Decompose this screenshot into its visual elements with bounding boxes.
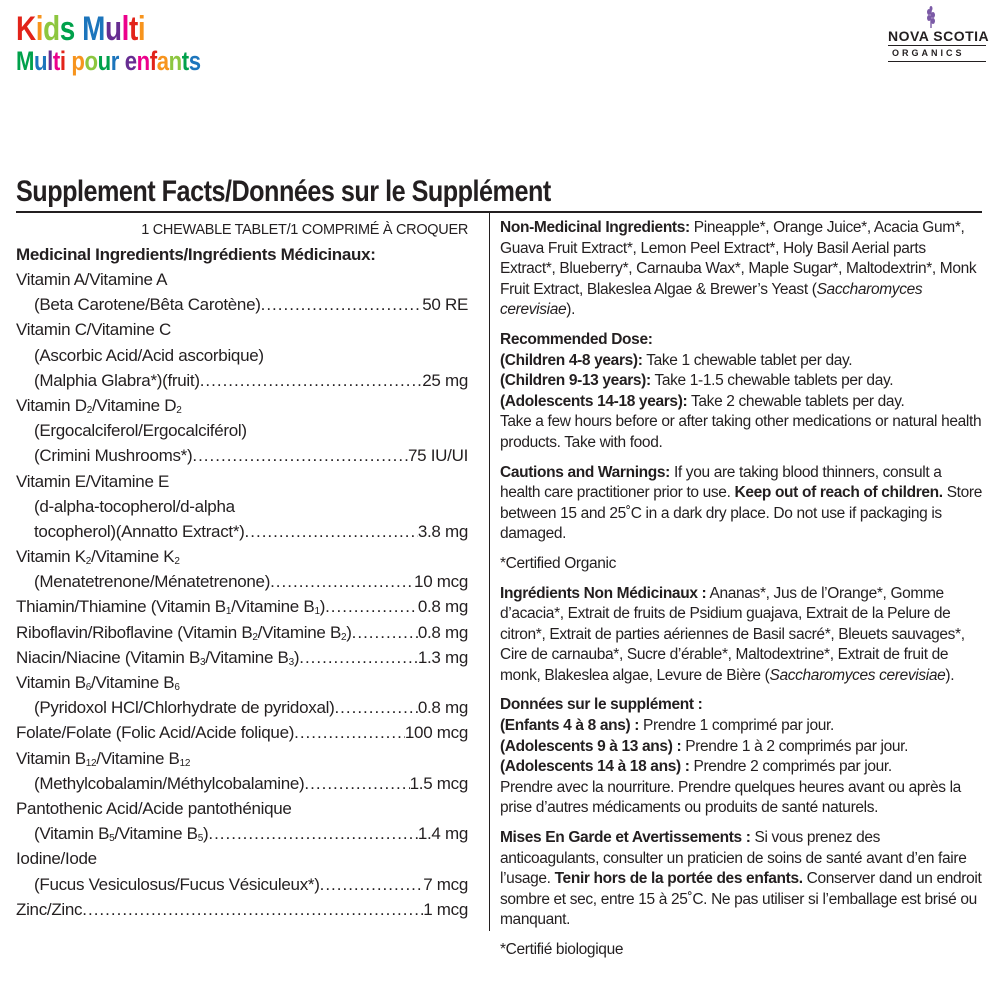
ingredient-label: (Beta Carotene/Bêta Carotène) [34,295,261,315]
lavender-icon [924,6,938,28]
ingredient-row [16,746,468,771]
title-letter: e [124,46,137,76]
leader-dots [334,695,417,720]
title-letter: n [168,46,182,76]
ingredient-label: Niacin/Niacine (Vitamin $B_3$/Vitamine $B_3$) [16,647,300,668]
medicinal-heading: Medicinal Ingredients/Ingrédients Médicinaux: [16,245,376,264]
title-letter: u [97,46,111,76]
ingredient-amount: 75 IU/UI [408,446,468,466]
leader-dots [208,821,417,846]
ingredient-row [16,695,468,720]
ingredient-label: Vitamin $B_{12}$/Vitamine $B_{12}$ [16,748,191,769]
title-letter: i [35,10,44,48]
ingredient-row [16,494,468,519]
ingredient-label: tocopherol)(Annatto Extract*) [34,521,245,541]
title-english [16,12,201,46]
ingredient-amount: 0.8 mg [417,622,468,642]
supplement-facts-heading: Supplement Facts/Données sur le Supplément [16,175,551,208]
leader-dots [245,519,418,544]
ingredients-non-medicinaux: Ingrédients Non Médicinaux : Ananas*, Jus de l’Orange*, Gomme d’acacia*, Extrait de fruits de Psidium guajava, Extrait de la Pelure de citron*, Extrait de parties aériennes de Basil sacré*, Bleuets sauvages*, Cire de carnauba*, Sucre d’érable*, Maltodextrine*, Extrait de fruit de monk, Blakeslea algae, Levure de Bière (Saccharomyces cerevisiae). [500,584,965,684]
ingredient-label: Vitamin E/Vitamine E [16,471,170,491]
ingredient-row [16,519,468,544]
logo-divider [888,45,986,46]
ingredient-row [16,796,468,821]
title-letter: u [104,10,122,48]
title-letter: f [149,46,157,76]
leader-dots [261,292,423,317]
ingredient-amount: 50 RE [422,295,468,315]
title-letter: s [59,10,75,48]
non-medicinal-ingredients: Non-Medicinal Ingredients: Pineapple*, Orange Juice*, Acacia Gum*, Guava Fruit Extract*, Lemon Peel Extract*, Holy Basil Aerial parts Extract*, Blueberry*, Carnauba Wax*, Maple Sugar*, Maltodextrin*, Monk Fruit Extract, Blakeslea Algae & Brewer’s Yeast (Saccharomyces cerevisiae). [500,219,977,319]
ingredient-label: Pantothenic Acid/Acide pantothénique [16,798,292,818]
leader-dots [325,594,418,619]
ingredient-row [16,872,468,897]
ingredient-label: (d-alpha-tocopherol/d-alpha [34,496,235,516]
ingredient-row [16,368,468,393]
ingredient-label: Vitamin $K_2$/Vitamine $K_2$ [16,547,180,568]
title-letter: t [181,46,189,76]
title-french [16,48,201,75]
title-letter: n [136,46,150,76]
ingredient-amount: 100 mcg [404,723,468,743]
ingredient-label: Vitamin C/Vitamine C [16,320,171,340]
title-letter: o [84,46,98,76]
leader-dots [192,443,408,468]
ingredient-label: Folate/Folate (Folic Acid/Acide folique) [16,723,295,743]
ingredient-label: Zinc/Zinc [16,899,83,919]
right-column [500,218,982,970]
ingredient-label: (Pyridoxol HCl/Chlorhydrate de pyridoxal) [34,698,335,718]
ingredient-row [16,897,468,922]
title-letter: a [156,46,169,76]
logo-sub: ORGANICS [892,48,965,58]
title-letter: K [16,10,36,48]
ingredient-row [16,569,468,594]
brand-logo [888,6,990,66]
ingredient-row [16,469,468,494]
serving-size: 1 CHEWABLE TABLET/1 COMPRIMÉ À CROQUER [141,222,468,238]
ingredient-amount: 3.8 mg [417,521,468,541]
ingredient-label: Thiamin/Thiamine (Vitamin $B_1$/Vitamine $B_1$) [16,597,326,618]
ingredient-row [16,317,468,342]
ingredient-label: (Methylcobalamin/Méthylcobalamine) [34,773,305,793]
ingredient-row [16,645,468,670]
facts-table [16,218,468,922]
leader-dots [270,569,414,594]
title-letter: r [110,46,119,76]
title-letter: l [121,10,129,48]
leader-dots [200,368,423,393]
title-letter: p [71,46,85,76]
cautions-warnings: Cautions and Warnings: If you are taking blood thinners, consult a health care practitioner prior to use. Keep out of reach of children. Store between 15 and 25˚C in a dark dry place. Do not use if packaging is damaged. [500,463,982,543]
ingredient-row [16,821,468,846]
ingredient-amount: 10 mcg [414,572,468,592]
title-letter: i [59,46,66,76]
ingredient-label: Iodine/Iode [16,849,97,869]
ingredient-amount: 0.8 mg [417,597,468,617]
product-title [16,12,241,75]
donnees-supplement: Données sur le supplément : (Enfants 4 à 8 ans) : Prendre 1 comprimé par jour. (Adolescents 9 à 13 ans) : Prendre 1 à 2 comprimés par jour. (Adolescents 14 à 18 ans) : Prendre 2 comprimés par jour. Prendre avec la nourriture. Prendre quelques heures avant ou après la prise d’autres médicaments ou produits de santé naturels. [500,696,961,817]
leader-dots [320,872,424,897]
ingredient-label: (Menatetrenone/Ménatetrenone) [34,572,271,592]
certified-organic-note: *Certified Organic [500,554,617,572]
title-letter: M [16,46,35,76]
ingredient-row [16,418,468,443]
title-letter: u [34,46,48,76]
ingredient-row [16,846,468,871]
ingredient-amount: 1.4 mg [417,824,468,844]
ingredient-row [16,720,468,745]
ingredient-row [16,594,468,619]
title-letter: l [47,46,53,76]
ingredient-row [16,544,468,569]
ingredient-label: (Ascorbic Acid/Acid ascorbique) [34,345,264,365]
ingredient-row [16,670,468,695]
ingredient-label: Vitamin A/Vitamine A [16,270,168,289]
leader-dots [352,620,418,645]
leader-dots [299,645,418,670]
ingredient-rows [16,267,468,922]
ingredient-amount: 1.3 mg [417,647,468,667]
ingredient-row [16,267,468,292]
ingredient-row [16,292,468,317]
leader-dots [294,720,405,745]
logo-name: NOVA SCOTIA [888,28,990,44]
title-letter: d [43,10,60,48]
leader-dots [82,897,423,922]
leader-dots [304,771,409,796]
ingredient-label: Riboflavin/Riboflavine (Vitamin $B_2$/Vitamine $B_2$) [16,622,352,643]
heading-rule [16,211,982,213]
logo-divider [888,61,986,62]
title-letter: t [52,46,60,76]
ingredient-row [16,343,468,368]
ingredient-amount: 1 mcg [423,899,468,919]
ingredient-amount: 1.5 mcg [409,773,468,793]
ingredient-label: (Vitamin $B_5$/Vitamine $B_5$) [34,824,209,845]
ingredient-amount: 0.8 mg [417,698,468,718]
ingredient-label: Vitamin $B_6$/Vitamine $B_6$ [16,673,180,693]
title-letter: t [128,10,138,48]
ingredient-label: (Crimini Mushrooms*) [34,446,193,466]
ingredient-amount: 7 mcg [423,874,468,894]
mises-en-garde: Mises En Garde et Avertissements : Si vous prenez des anticoagulants, consulter un praticien de soins de santé avant d’en faire l’usage. Tenir hors de la portée des enfants. Conserver dand un endroit sombre et sec, entre 15 à 25˚C. Ne pas utiliser si l’emballage est brisé ou manquant. [500,829,982,929]
ingredient-label: (Ergocalciferol/Ergocalciférol) [34,421,247,441]
ingredient-label: (Fucus Vesiculosus/Fucus Vésiculeux*) [34,874,320,894]
certifie-biologique-note: *Certifié biologique [500,941,624,958]
ingredient-row [16,443,468,468]
column-divider [489,213,490,931]
ingredient-row [16,771,468,796]
ingredient-label: (Malphia Glabra*)(fruit) [34,370,200,390]
title-letter: s [188,46,201,76]
ingredient-label: Vitamin $D_2$/Vitamine $D_2$ [16,395,182,416]
title-letter: i [137,10,146,48]
ingredient-row [16,393,468,418]
ingredient-row [16,620,468,645]
title-letter [75,10,82,48]
recommended-dose: Recommended Dose: (Children 4-8 years): Take 1 chewable tablet per day. (Children 9-13 years): Take 1-1.5 chewable tablets per day. (Adolescents 14-18 years): Take 2 chewable tablets per day. Take a few hours before or after taking other medications or natural health products. Take with food. [500,330,982,451]
title-letter: M [82,10,105,48]
ingredient-amount: 25 mg [422,370,468,390]
